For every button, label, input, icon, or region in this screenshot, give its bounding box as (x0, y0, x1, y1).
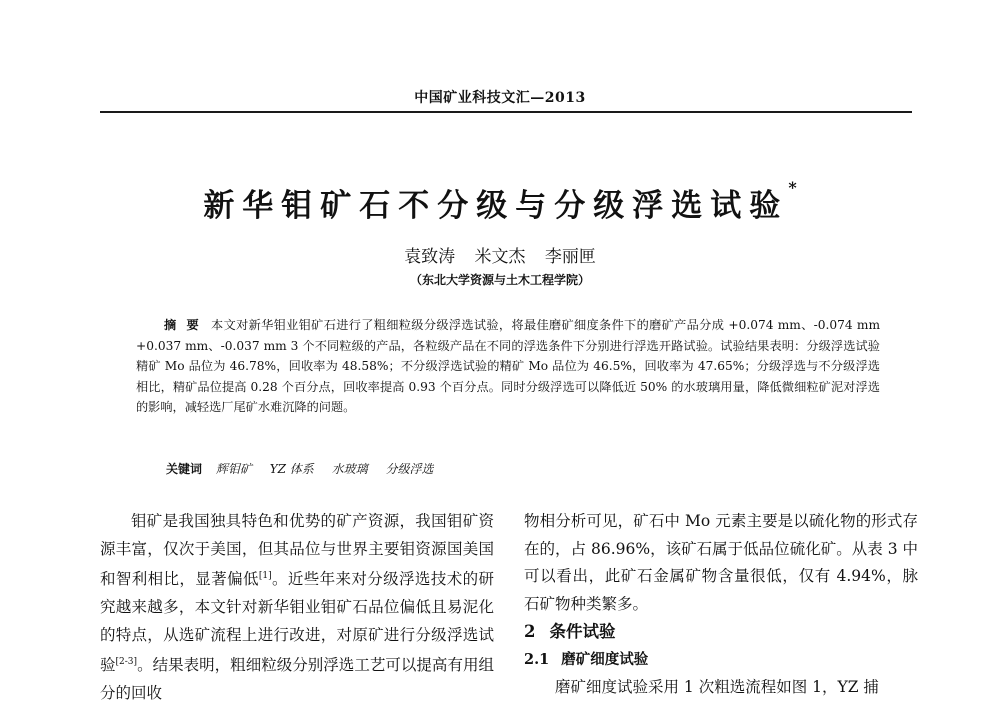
header-rule (100, 111, 912, 113)
keyword: YZ 体系 (269, 462, 314, 476)
intro-text-part: 。近些年来对分级浮选技术的研究越来越多，本文针对新华钼业钼矿石品位偏低且易泥化的特点，从选矿流程上进行改进，对原矿进行分级浮选试验 (100, 570, 494, 675)
subsection-heading (524, 646, 918, 674)
keywords-label: 关键词 (166, 462, 203, 476)
subsection-title: 磨矿细度试验 (561, 650, 649, 668)
left-column (100, 508, 494, 707)
title-text: 新华钼矿石不分级与分级浮选试验 (203, 188, 789, 224)
citation: [1] (258, 571, 272, 582)
keywords (166, 460, 447, 477)
section-heading (524, 618, 918, 646)
right-column (524, 508, 918, 701)
intro-paragraph (100, 508, 494, 707)
article-title (0, 180, 1000, 225)
keyword: 分级浮选 (385, 462, 434, 476)
intro-text-part: 钼矿是我国独具特色和优势的矿产资源，我国钼矿资源丰富，仅次于美国，但其品位与世界主要钼资源国美国和智利相比，显著偏低 (100, 512, 494, 589)
abstract-text: 本文对新华钼业钼矿石进行了粗细粒级分级浮选试验，将最佳磨矿细度条件下的磨矿产品分成 +0.074 mm、-0.074 mm +0.037 mm、-0.037 mm 3 个不同粒级的产品，各粒级产品在不同的浮选条件下分别进行浮选开路试验。试验结果表明：分级浮选试验精矿 Mo 品位为 46.78%，回收率为 48.58%；不分级浮选试验的精矿 Mo 品位为 46.5%，回收率为 47.65%；分级浮选与不分级浮选相比，精矿品位提高 0.28 个百分点，回收率提高 0.93 个百分点。同时分级浮选可以降低近 50% 的水玻璃用量，降低微细粒矿泥对浮选的影响，减轻选厂尾矿水难沉降的问题。 (136, 318, 881, 415)
running-head: 中国矿业科技文汇—2013 (414, 90, 586, 106)
intro-text-part: 。结果表明，粗细粒级分别浮选工艺可以提高有用组分的回收 (100, 656, 494, 702)
citation: [2-3] (115, 657, 138, 668)
keyword: 辉钼矿 (215, 462, 252, 476)
abstract-label: 摘要 (164, 318, 210, 332)
abstract (136, 315, 880, 418)
title-footnote-mark: * (788, 178, 797, 197)
subsection-number: 2.1 (524, 650, 550, 668)
body-paragraph: 物相分析可见，矿石中 Mo 元素主要是以硫化物的形式存在的，占 86.96%，该矿石属于低品位硫化矿。从表 3 中可以看出，此矿石金属矿物含量很低，仅有 4.94%，脉石矿物种类繁多。 (524, 512, 918, 613)
section-number: 2 (524, 622, 536, 642)
body-paragraph: 磨矿细度试验采用 1 次粗选流程如图 1，YZ 捕 (555, 677, 879, 696)
keyword: 水玻璃 (331, 462, 368, 476)
affiliation: （东北大学资源与土木工程学院） (409, 273, 590, 287)
authors: 袁致涛 米文杰 李丽匣 (404, 247, 596, 267)
section-title: 条件试验 (549, 622, 616, 642)
